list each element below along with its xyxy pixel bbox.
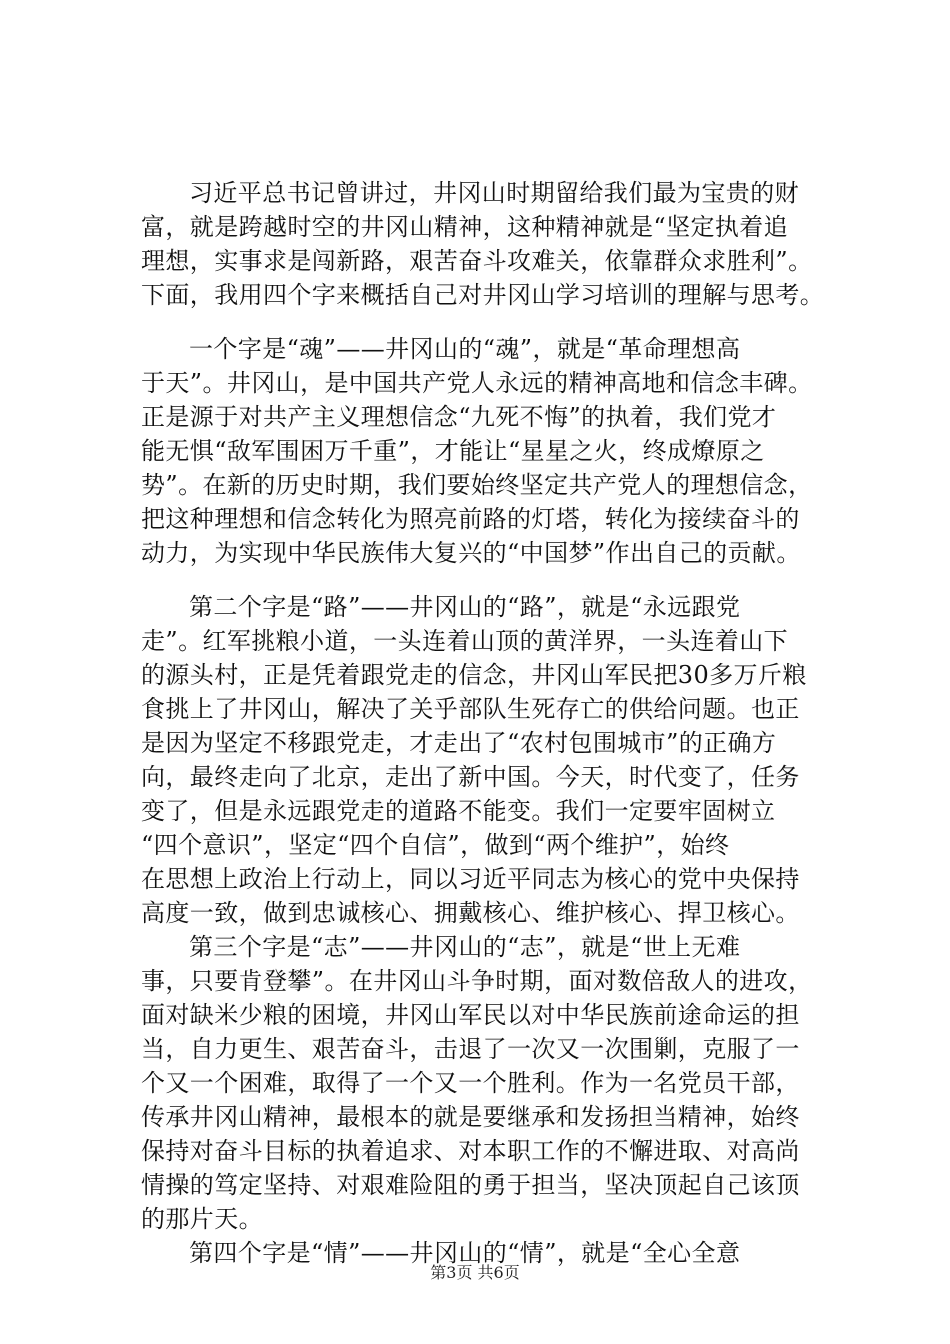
text-line: 正是源于对共产主义理想信念“九死不悔”的执着，我们党才 bbox=[141, 403, 777, 431]
text-line: 动力，为实现中华民族伟大复兴的“中国梦”作出自己的贡献。 bbox=[141, 539, 801, 567]
text-line: 变了，但是永远跟党走的道路不能变。我们一定要牢固树立 bbox=[141, 797, 776, 825]
page-footer: 第3页 共6页 bbox=[430, 1263, 520, 1282]
text-line: 当，自力更生、艰苦奋斗，击退了一次又一次围剿，克服了一 bbox=[141, 1035, 800, 1063]
text-line: 事，只要肯登攀”。在井冈山斗争时期，面对数倍敌人的进攻， bbox=[141, 967, 813, 995]
text-line: 高度一致，做到忠诚核心、拥戴核心、维护核心、捍卫核心。 bbox=[141, 899, 800, 927]
text-line: 向，最终走向了北京，走出了新中国。今天，时代变了，任务 bbox=[141, 763, 800, 791]
text-line: 情操的笃定坚持、对艰难险阻的勇于担当，坚决顶起自己该顶 bbox=[141, 1171, 800, 1199]
text-line: 能无惧“敌军围困万千重”，才能让“星星之火，终成燎原之 bbox=[141, 437, 765, 465]
text-line: 的源头村，正是凭着跟党走的信念，井冈山军民把30多万斤粮 bbox=[141, 661, 807, 689]
text-line: 传承井冈山精神，最根本的就是要继承和发扬担当精神，始终 bbox=[141, 1103, 800, 1131]
text-line: 个又一个困难，取得了一个又一个胜利。作为一名党员干部， bbox=[141, 1069, 800, 1097]
text-line: 于天”。井冈山，是中国共产党人永远的精神高地和信念丰碑。 bbox=[141, 369, 813, 397]
text-line: 是因为坚定不移跟党走，才走出了“农村包围城市”的正确方 bbox=[141, 729, 777, 757]
text-line: 习近平总书记曾讲过，井冈山时期留给我们最为宝贵的财 bbox=[189, 179, 799, 207]
text-line: 第三个字是“志”——井冈山的“志”，就是“世上无难 bbox=[189, 933, 741, 961]
text-line: 的那片天。 bbox=[141, 1205, 263, 1233]
text-line: 面对缺米少粮的困境，井冈山军民以对中华民族前途命运的担 bbox=[141, 1001, 800, 1029]
text-line: 理想，实事求是闯新路，艰苦奋斗攻难关，依靠群众求胜利”。 bbox=[141, 247, 813, 275]
text-line: 走”。红军挑粮小道，一头连着山顶的黄洋界，一头连着山下 bbox=[141, 627, 789, 655]
text-line: 在思想上政治上行动上，同以习近平同志为核心的党中央保持 bbox=[141, 865, 800, 893]
text-line: 第四个字是“情”——井冈山的“情”，就是“全心全意 bbox=[189, 1239, 741, 1267]
text-line: 势”。在新的历史时期，我们要始终坚定共产党人的理想信念， bbox=[141, 471, 813, 499]
text-line: 把这种理想和信念转化为照亮前路的灯塔，转化为接续奋斗的 bbox=[141, 505, 800, 533]
text-line: “四个意识”，坚定“四个自信”，做到“两个维护”，始终 bbox=[141, 831, 730, 859]
text-line: 富，就是跨越时空的井冈山精神，这种精神就是“坚定执着追 bbox=[141, 213, 789, 241]
text-line: 食挑上了井冈山，解决了关乎部队生死存亡的供给问题。也正 bbox=[141, 695, 800, 723]
text-line: 一个字是“魂”——井冈山的“魂”，就是“革命理想高 bbox=[189, 335, 741, 363]
text-line: 下面，我用四个字来概括自己对井冈山学习培训的理解与思考。 bbox=[141, 281, 825, 309]
text-line: 第二个字是“路”——井冈山的“路”，就是“永远跟党 bbox=[189, 593, 741, 621]
text-line: 保持对奋斗目标的执着追求、对本职工作的不懈进取、对高尚 bbox=[141, 1137, 800, 1165]
